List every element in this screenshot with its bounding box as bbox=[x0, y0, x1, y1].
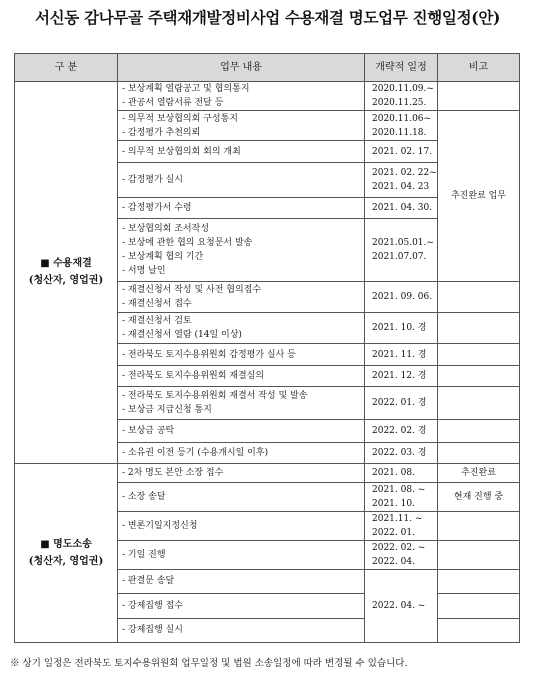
task-cell bbox=[118, 483, 365, 512]
schedule-cell bbox=[365, 197, 438, 218]
category-cell-eviction bbox=[15, 463, 118, 642]
schedule-cell bbox=[365, 541, 438, 570]
note-cell bbox=[438, 618, 520, 642]
schedule-cell bbox=[365, 442, 438, 463]
task-line: - 전라북도 토지수용위원회 감정평가 실사 등 bbox=[122, 349, 296, 360]
schedule-line: 2022. 04. bbox=[372, 557, 415, 568]
task-line: - 전라북도 토지수용위원회 재결서 작성 및 발송 bbox=[122, 390, 308, 401]
note-cell bbox=[438, 82, 520, 111]
schedule-cell bbox=[365, 163, 438, 197]
task-line: - 판결문 송달 bbox=[122, 576, 175, 587]
schedule-cell bbox=[365, 483, 438, 512]
note-cell bbox=[438, 386, 520, 419]
category-title: ■ 명도소송 bbox=[40, 538, 92, 550]
task-line: - 변론기일지정신청 bbox=[122, 521, 198, 532]
task-line: - 감정평가 실시 bbox=[122, 174, 183, 185]
header-note: 비고 bbox=[438, 54, 520, 82]
schedule-line: 2021. 02. 22~ bbox=[372, 167, 437, 178]
task-cell bbox=[118, 282, 365, 313]
schedule-cell bbox=[365, 419, 438, 442]
schedule-cell bbox=[365, 111, 438, 141]
task-line: - 기일 진행 bbox=[122, 550, 166, 561]
task-line: - 감정평가서 수령 bbox=[122, 202, 192, 213]
schedule-line: 2021.07.07. bbox=[372, 251, 427, 262]
schedule-cell bbox=[365, 344, 438, 366]
note-cell: 현재 진행 중 bbox=[438, 483, 520, 512]
schedule-line: 2021. 08. bbox=[372, 467, 415, 478]
schedule-table bbox=[14, 53, 520, 643]
schedule-line: 2022. 04. ~ bbox=[372, 601, 426, 612]
category-subtitle: (청산자, 영업권) bbox=[28, 555, 104, 567]
schedule-line: 2021. 12. 경 bbox=[372, 370, 427, 381]
note-cell bbox=[438, 593, 520, 618]
schedule-cell bbox=[365, 570, 438, 643]
schedule-line: 2022. 03. 경 bbox=[372, 447, 427, 458]
task-line: - 강제집행 접수 bbox=[122, 600, 183, 611]
task-line: - 재결신청서 열람 (14일 이상) bbox=[122, 330, 242, 341]
schedule-line: 2021. 02. 17. bbox=[372, 146, 433, 157]
task-cell bbox=[118, 366, 365, 386]
note-cell bbox=[438, 313, 520, 344]
schedule-line: 2021. 11. 경 bbox=[372, 349, 427, 360]
note-cell bbox=[438, 570, 520, 593]
note-cell bbox=[438, 344, 520, 366]
task-line: - 보상금 지급신청 통지 bbox=[122, 404, 212, 415]
task-line: - 서명 날인 bbox=[122, 265, 166, 276]
schedule-cell bbox=[365, 463, 438, 482]
task-line: - 보상계획 협의 기간 bbox=[122, 251, 204, 262]
task-line: - 의무적 보상협의회 구성통지 bbox=[122, 113, 238, 124]
schedule-cell bbox=[365, 366, 438, 386]
schedule-cell bbox=[365, 313, 438, 344]
note-cell bbox=[438, 512, 520, 541]
header-task: 업무 내용 bbox=[118, 54, 365, 82]
task-cell bbox=[118, 111, 365, 141]
table-header-row bbox=[15, 54, 520, 82]
schedule-cell bbox=[365, 386, 438, 419]
task-cell bbox=[118, 442, 365, 463]
schedule-line: 2022. 01. bbox=[372, 528, 415, 539]
task-cell bbox=[118, 141, 365, 163]
schedule-line: 2020.11.06~ bbox=[372, 113, 432, 124]
task-line: - 전라북도 토지수용위원회 재결심의 bbox=[122, 370, 265, 381]
task-line: - 감정평가 추천의뢰 bbox=[122, 127, 201, 138]
schedule-line: 2022. 02. ~ bbox=[372, 543, 426, 554]
schedule-line: 2021. 04. 30. bbox=[372, 202, 433, 213]
schedule-line: 2021. 08. ~ bbox=[372, 485, 426, 496]
header-schedule: 개략적 일정 bbox=[365, 54, 438, 82]
note-cell bbox=[438, 282, 520, 313]
schedule-line: 2021.05.01.~ bbox=[372, 237, 434, 248]
note-cell bbox=[438, 442, 520, 463]
task-cell bbox=[118, 386, 365, 419]
task-cell bbox=[118, 618, 365, 642]
note-cell: 추진완료 업무 bbox=[438, 111, 520, 282]
task-cell bbox=[118, 313, 365, 344]
task-line: - 관공서 열람서류 전달 등 bbox=[122, 98, 224, 109]
task-line: - 재결신청서 접수 bbox=[122, 299, 192, 310]
schedule-line: 2020.11.18. bbox=[372, 127, 427, 138]
schedule-line: 2022. 02. 경 bbox=[372, 425, 427, 436]
category-title: ■ 수용재결 bbox=[40, 258, 92, 270]
task-line: - 보상계획 열람공고 및 협의통지 bbox=[122, 84, 250, 95]
task-cell bbox=[118, 163, 365, 197]
task-line: - 재결신청서 작성 및 사전 협의접수 bbox=[122, 285, 262, 296]
schedule-cell bbox=[365, 82, 438, 111]
schedule-line: 2021. 04. 23 bbox=[372, 181, 430, 192]
task-cell bbox=[118, 197, 365, 218]
task-cell bbox=[118, 82, 365, 111]
task-line: - 소유권 이전 등기 (수용개시일 이후) bbox=[122, 447, 269, 458]
task-cell bbox=[118, 541, 365, 570]
task-line: - 보상에 관한 협의 요청문서 발송 bbox=[122, 237, 253, 248]
table-row bbox=[15, 82, 520, 111]
task-line: - 의무적 보상협의회 회의 개최 bbox=[122, 146, 241, 157]
task-cell bbox=[118, 512, 365, 541]
schedule-cell bbox=[365, 141, 438, 163]
schedule-line: 2021. 09. 06. bbox=[372, 292, 433, 303]
schedule-line: 2021.11. ~ bbox=[372, 514, 423, 525]
schedule-line: 2020.11.09.~ bbox=[372, 84, 434, 95]
note-cell bbox=[438, 419, 520, 442]
task-line: - 2차 명도 본안 소장 접수 bbox=[122, 467, 224, 478]
category-subtitle: (청산자, 영업권) bbox=[28, 275, 104, 287]
schedule-line: 2020.11.25. bbox=[372, 98, 427, 109]
page-title: 서신동 감나무골 주택재개발정비사업 수용재결 명도업무 진행일정(안) bbox=[34, 8, 501, 27]
schedule-cell bbox=[365, 282, 438, 313]
task-line: - 보상금 공탁 bbox=[122, 425, 175, 436]
task-cell bbox=[118, 570, 365, 593]
task-cell bbox=[118, 344, 365, 366]
schedule-line: 2022. 01. 경 bbox=[372, 397, 427, 408]
note-cell: 추진완료 bbox=[438, 463, 520, 482]
header-category: 구 분 bbox=[15, 54, 118, 82]
schedule-line: 2021. 10. bbox=[372, 499, 415, 510]
task-line: - 강제집행 실시 bbox=[122, 625, 183, 636]
schedule-cell bbox=[365, 218, 438, 281]
note-cell bbox=[438, 366, 520, 386]
schedule-line: 2021. 10. 경 bbox=[372, 323, 427, 334]
task-line: - 재결신청서 검토 bbox=[122, 316, 192, 327]
task-line: - 보상협의회 조서작성 bbox=[122, 223, 210, 234]
note-cell bbox=[438, 541, 520, 570]
task-cell bbox=[118, 463, 365, 482]
category-cell-expropriation bbox=[15, 82, 118, 464]
task-line: - 소장 송달 bbox=[122, 492, 166, 503]
schedule-cell bbox=[365, 512, 438, 541]
footnote: ※ 상기 일정은 전라북도 토지수용위원회 업무일정 및 법원 소송일정에 따라 변경될 수 있습니다. bbox=[10, 658, 408, 669]
table-row bbox=[15, 463, 520, 482]
task-cell bbox=[118, 419, 365, 442]
task-cell bbox=[118, 593, 365, 618]
task-cell bbox=[118, 218, 365, 281]
